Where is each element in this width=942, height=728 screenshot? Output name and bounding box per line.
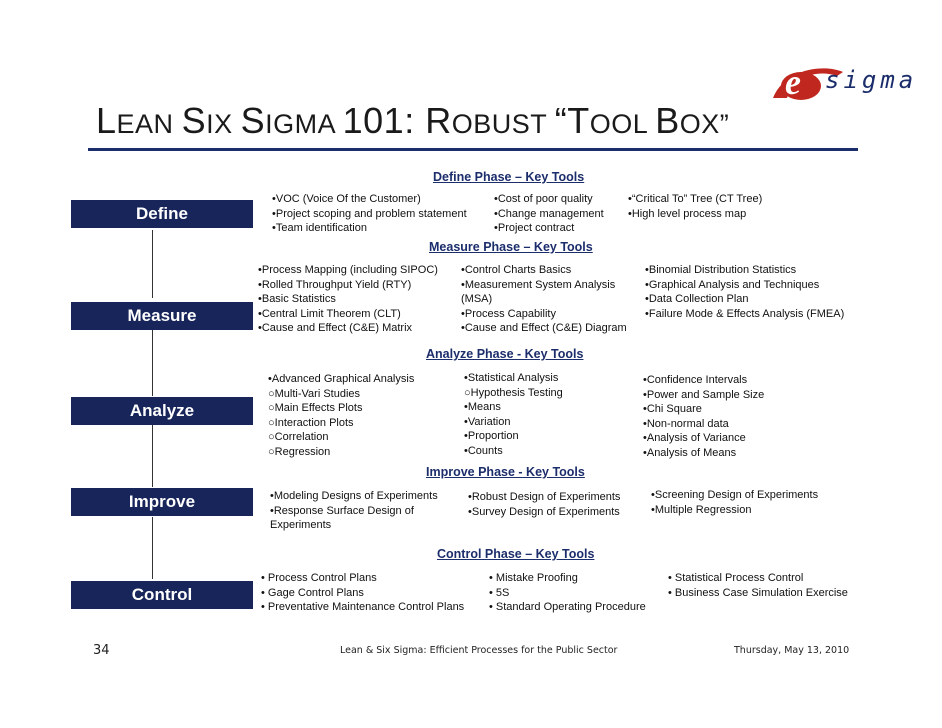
title-part: IX <box>206 109 241 139</box>
tool-item: •Variation <box>464 415 511 428</box>
tool-item: •Proportion <box>464 430 519 442</box>
tool-item: ○Regression <box>268 445 331 458</box>
tool-item: •Screening Design of Experiments <box>651 489 819 501</box>
analyze-section-title: Analyze Phase - Key Tools <box>426 347 584 361</box>
connector-line <box>152 425 153 487</box>
tool-item: •VOC (Voice Of the Customer) <box>272 193 421 205</box>
phase-box-define: Define <box>71 200 253 228</box>
page-title <box>96 100 729 142</box>
tool-item: •Robust Design of Experiments <box>468 491 621 503</box>
improve-col2 <box>468 490 620 519</box>
tool-item: •Power and Sample Size <box>643 388 765 401</box>
page-number: 34 <box>93 643 110 658</box>
title-part: OX” <box>679 109 730 139</box>
tool-item: •Chi Square <box>643 403 702 415</box>
tool-item: Experiments <box>270 519 332 531</box>
analyze-col1 <box>268 372 414 459</box>
tool-item: •Means <box>464 401 501 413</box>
tool-item: • Standard Operating Procedure <box>489 601 646 613</box>
tool-item: •Survey Design of Experiments <box>468 505 620 518</box>
tool-item: •Change management <box>494 207 604 220</box>
footer-date: Thursday, May 13, 2010 <box>734 645 850 656</box>
control-section-title: Control Phase – Key Tools <box>437 547 595 561</box>
improve-col1 <box>270 489 438 533</box>
define-col1 <box>272 192 467 236</box>
tool-item: ○Correlation <box>268 431 329 443</box>
measure-col3 <box>645 263 844 321</box>
title-part: OOL <box>589 109 656 139</box>
tool-item: •Measurement System Analysis <box>461 278 616 291</box>
measure-col1 <box>258 263 438 336</box>
footer-text: Lean & Six Sigma: Efficient Processes for the Public Sector <box>340 645 618 656</box>
connector-line <box>152 517 153 579</box>
title-part: EAN <box>116 109 182 139</box>
define-col3 <box>628 192 762 221</box>
tool-item: • 5S <box>489 586 510 599</box>
tool-item: •Response Surface Design of <box>270 504 414 517</box>
tool-item: • Gage Control Plans <box>261 586 364 599</box>
title-underline <box>88 148 858 151</box>
tool-item: • Statistical Process Control <box>668 572 804 584</box>
title-part: B <box>655 100 680 141</box>
improve-section-title: Improve Phase - Key Tools <box>426 465 585 479</box>
tool-item: •Analysis of Variance <box>643 432 746 444</box>
tool-item: •Process Mapping (including SIPOC) <box>258 264 438 276</box>
tool-item: •Team identification <box>272 222 367 234</box>
tool-item: •Advanced Graphical Analysis <box>268 373 415 385</box>
tool-item: • Preventative Maintenance Control Plans <box>261 601 465 613</box>
title-part: L <box>96 100 117 141</box>
tool-item: ○Main Effects Plots <box>268 402 363 414</box>
tool-item: •Modeling Designs of Experiments <box>270 490 438 502</box>
tool-item: •Statistical Analysis <box>464 372 559 384</box>
phase-box-improve: Improve <box>71 488 253 516</box>
title-part: OBUST <box>451 109 555 139</box>
tool-item: •Data Collection Plan <box>645 293 749 305</box>
tool-item: •Binomial Distribution Statistics <box>645 264 797 276</box>
define-col2 <box>494 192 604 236</box>
tool-item: • Business Case Simulation Exercise <box>668 586 848 599</box>
connector-line <box>152 330 153 396</box>
measure-section-title: Measure Phase – Key Tools <box>429 240 593 254</box>
phase-box-measure: Measure <box>71 302 253 330</box>
title-part: S <box>181 100 207 141</box>
title-part: S <box>240 100 266 141</box>
control-col1 <box>261 571 464 615</box>
tool-item: •High level process map <box>628 207 747 220</box>
tool-item: •Project scoping and problem statement <box>272 207 467 220</box>
logo-word: sigma <box>825 66 918 94</box>
tool-item: •Failure Mode & Effects Analysis (FMEA) <box>645 307 845 320</box>
phase-box-analyze: Analyze <box>71 397 253 425</box>
title-part: “T <box>554 100 590 141</box>
tool-item: •Analysis of Means <box>643 446 737 459</box>
tool-item: •“Critical To” Tree (CT Tree) <box>628 193 763 205</box>
analyze-col2 <box>464 371 563 458</box>
tool-item: •Multiple Regression <box>651 503 752 516</box>
improve-col3 <box>651 488 818 517</box>
title-part: IGMA <box>265 109 343 139</box>
tool-item: •Non-normal data <box>643 417 729 430</box>
control-col2 <box>489 571 646 615</box>
measure-col2 <box>461 263 627 336</box>
phase-box-control: Control <box>71 581 253 609</box>
tool-item: •Central Limit Theorem (CLT) <box>258 307 401 320</box>
title-part: 101: R <box>342 100 452 141</box>
tool-item: •Process Capability <box>461 307 556 320</box>
tool-item: ○Hypothesis Testing <box>464 386 563 399</box>
tool-item: • Process Control Plans <box>261 572 377 584</box>
tool-item: •Counts <box>464 444 503 457</box>
tool-item: •Cause and Effect (C&E) Matrix <box>258 322 413 334</box>
tool-item: •Control Charts Basics <box>461 264 572 276</box>
tool-item: •Project contract <box>494 222 575 234</box>
tool-item: •Cause and Effect (C&E) Diagram <box>461 322 627 334</box>
tool-item: (MSA) <box>461 293 493 305</box>
tool-item: •Rolled Throughput Yield (RTY) <box>258 278 412 291</box>
control-col3 <box>668 571 848 600</box>
tool-item: •Basic Statistics <box>258 293 336 305</box>
esigma-logo <box>765 60 918 104</box>
tool-item: • Mistake Proofing <box>489 572 578 584</box>
tool-item: •Graphical Analysis and Techniques <box>645 278 820 291</box>
tool-item: ○Interaction Plots <box>268 416 354 429</box>
define-section-title: Define Phase – Key Tools <box>433 170 585 184</box>
tool-item: •Confidence Intervals <box>643 374 748 386</box>
connector-line <box>152 230 153 298</box>
tool-item: ○Multi-Vari Studies <box>268 387 361 400</box>
tool-item: •Cost of poor quality <box>494 193 593 205</box>
analyze-col3 <box>643 373 764 460</box>
logo-e: e <box>785 62 801 102</box>
